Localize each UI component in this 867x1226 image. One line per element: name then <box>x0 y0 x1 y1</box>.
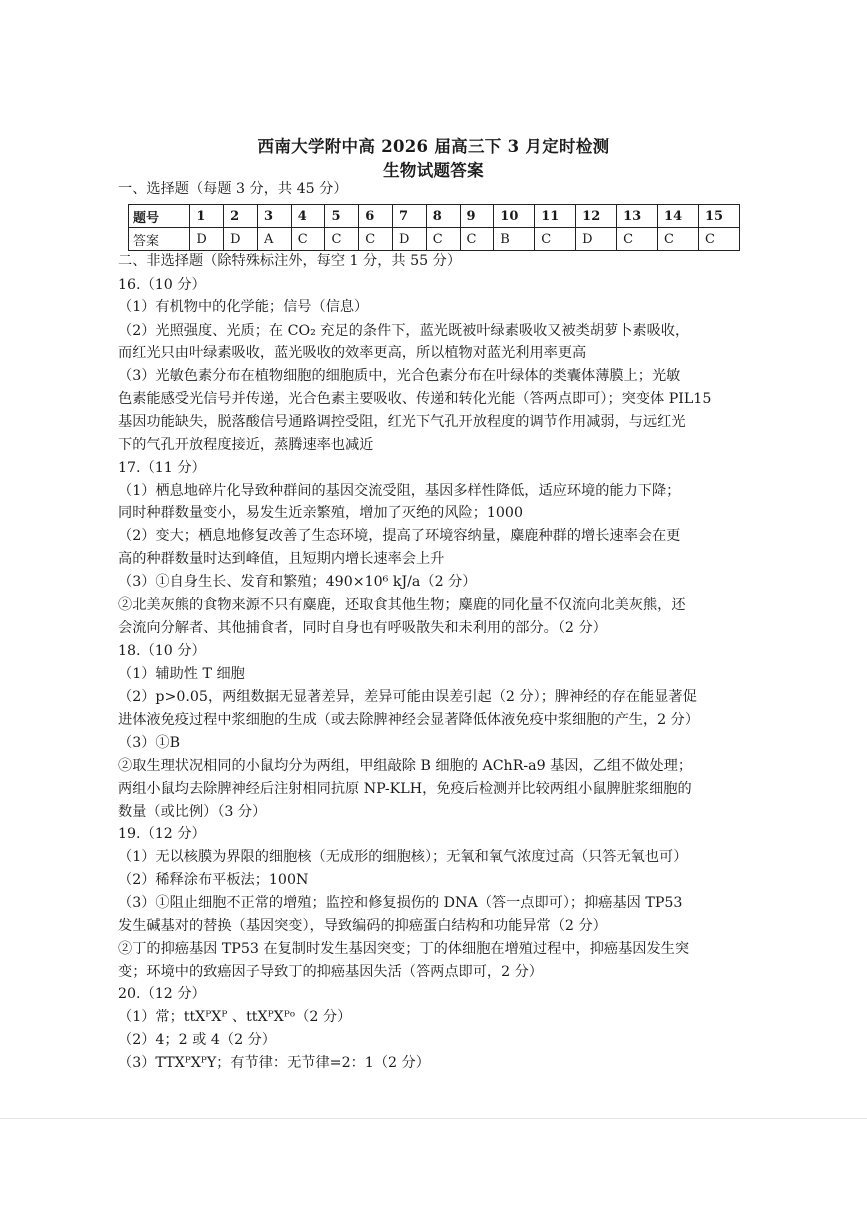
answer-cell: C <box>535 228 576 251</box>
answer-cell: C <box>291 228 325 251</box>
answer-line: （2）4；2 或 4（2 分） <box>118 1032 276 1048</box>
answer-cell: A <box>257 228 291 251</box>
answer-cell: C <box>698 228 739 251</box>
answer-line: （1）常；ttXᴾXᴾ 、ttXᴾXᴾᵒ（2 分） <box>118 1009 352 1025</box>
answer-line: 高的种群数量时达到峰值，且短期内增长速率会上升 <box>118 551 445 567</box>
answer-row <box>129 228 740 251</box>
question-header-16: 16.（10 分） <box>118 277 206 293</box>
answer-cell: D <box>393 228 427 251</box>
answer-line: （3）TTXᴾXᴾY；有节律：无节律=2：1（2 分） <box>118 1055 430 1071</box>
header-label-cell: 题号 <box>129 205 190 228</box>
question-number-cell: 9 <box>460 205 494 228</box>
question-number-cell: 12 <box>576 205 617 228</box>
answer-line: （1）无以核膜为界限的细胞核（无成形的细胞核）；无氧和氧气浓度过高（只答无氧也可） <box>118 849 688 865</box>
answer-line: ②北美灰熊的食物来源不只有麋鹿，还取食其他生物；麋鹿的同化量不仅流向北美灰熊，还 <box>118 597 686 613</box>
answer-line: （3）光敏色素分布在植物细胞的细胞质中，光合色素分布在叶绿体的类囊体薄膜上；光敏 <box>118 368 681 384</box>
answer-line: （1）有机物中的化学能；信号（信息） <box>118 299 369 315</box>
answer-cell: D <box>224 228 258 251</box>
answer-table <box>128 204 740 251</box>
question-number-cell: 4 <box>291 205 325 228</box>
question-number-cell: 8 <box>426 205 460 228</box>
answer-line: 会流向分解者、其他捕食者，同时自身也有呼吸散失和未利用的部分。（2 分） <box>118 620 607 636</box>
question-header-17: 17.（11 分） <box>118 460 206 476</box>
question-number-cell: 14 <box>658 205 699 228</box>
answer-cell: C <box>426 228 460 251</box>
question-number-cell: 1 <box>190 205 224 228</box>
answer-line: 变；环境中的致癌因子导致丁的抑癌基因失活（答两点即可，2 分） <box>118 964 543 980</box>
answer-cell: B <box>494 228 535 251</box>
answer-line: 同时种群数量变小，易发生近亲繁殖，增加了灭绝的风险；1000 <box>118 505 523 521</box>
answer-label-cell: 答案 <box>129 228 190 251</box>
question-header-18: 18.（10 分） <box>118 643 206 659</box>
answer-cell: C <box>460 228 494 251</box>
question-number-cell: 7 <box>393 205 427 228</box>
answer-line: 而红光只由叶绿素吸收，蓝光吸收的效率更高，所以植物对蓝光利用率更高 <box>118 345 587 361</box>
answer-line: 下的气孔开放程度接近，蒸腾速率也减近 <box>118 437 374 453</box>
answer-line: ②丁的抑癌基因 TP53 在复制时发生基因突变；丁的体细胞在增殖过程中，抑癌基因发生突 <box>118 941 690 957</box>
answer-cell: C <box>658 228 699 251</box>
question-header-20: 20.（12 分） <box>118 986 206 1002</box>
answer-line: 色素能感受光信号并传递，光合色素主要吸收、传递和转化光能（答两点即可）；突变体 PIL15 <box>118 391 712 407</box>
section-heading-nonchoice: 二、非选择题（除特殊标注外，每空 1 分，共 55 分） <box>118 253 462 269</box>
answer-line: （2）p>0.05，两组数据无显著差异，差异可能由误差引起（2 分）；脾神经的存在能显著促 <box>118 689 697 705</box>
question-number-cell: 6 <box>359 205 393 228</box>
answer-line: 两组小鼠均去除脾神经后注射相同抗原 NP-KLH，免疫后检测并比较两组小鼠脾脏浆细胞的 <box>118 781 692 797</box>
section-heading-choice: 一、选择题（每题 3 分，共 45 分） <box>118 181 348 197</box>
page-subtitle: 生物试题答案 <box>383 161 484 180</box>
scan-edge-divider <box>0 1118 867 1119</box>
question-number-cell: 11 <box>535 205 576 228</box>
answer-line: 基因功能缺失，脱落酸信号通路调控受阻，红光下气孔开放程度的调节作用减弱，与远红光 <box>118 414 686 430</box>
answer-cell: C <box>359 228 393 251</box>
answer-cell: D <box>190 228 224 251</box>
answer-line: （2）光照强度、光质；在 CO₂ 充足的条件下，蓝光既被叶绿素吸收又被类胡萝卜素吸收， <box>118 323 690 339</box>
question-number-cell: 13 <box>617 205 658 228</box>
page-title: 西南大学附中高 2026 届高三下 3 月定时检测 <box>257 137 610 156</box>
answer-line: （3）①B <box>118 735 181 751</box>
answer-line: ②取生理状况相同的小鼠均分为两组，甲组敲除 B 细胞的 AChR-a9 基因，乙组不做处理； <box>118 758 693 774</box>
answer-line: 发生碱基对的替换（基因突变），导致编码的抑癌蛋白结构和功能异常（2 分） <box>118 918 607 934</box>
answer-line: （3）①自身生长、发育和繁殖；490×10⁶ kJ/a（2 分） <box>118 574 477 590</box>
answer-line: （2）稀释涂布平板法；100N <box>118 872 309 888</box>
question-header-19: 19.（12 分） <box>118 826 206 842</box>
question-number-row <box>129 205 740 228</box>
question-number-cell: 10 <box>494 205 535 228</box>
answer-line: 进体液免疫过程中浆细胞的生成（或去除脾神经会显著降低体液免疫中浆细胞的产生，2 分） <box>118 712 700 728</box>
answer-cell: D <box>576 228 617 251</box>
answer-line: 数量（或比例）（3 分） <box>118 804 267 820</box>
answer-line: （3）①阻止细胞不正常的增殖；监控和修复损伤的 DNA（答一点即可）；抑癌基因 TP53 <box>118 895 683 911</box>
question-number-cell: 3 <box>257 205 291 228</box>
answer-line: （1）辅助性 T 细胞 <box>118 666 245 682</box>
answer-line: （2）变大；栖息地修复改善了生态环境，提高了环境容纳量，麋鹿种群的增长速率会在更 <box>118 528 681 544</box>
answer-cell: C <box>325 228 359 251</box>
answer-line: （1）栖息地碎片化导致种群间的基因交流受阻，基因多样性降低，适应环境的能力下降； <box>118 483 681 499</box>
question-number-cell: 5 <box>325 205 359 228</box>
question-number-cell: 2 <box>224 205 258 228</box>
answer-cell: C <box>617 228 658 251</box>
question-number-cell: 15 <box>698 205 739 228</box>
